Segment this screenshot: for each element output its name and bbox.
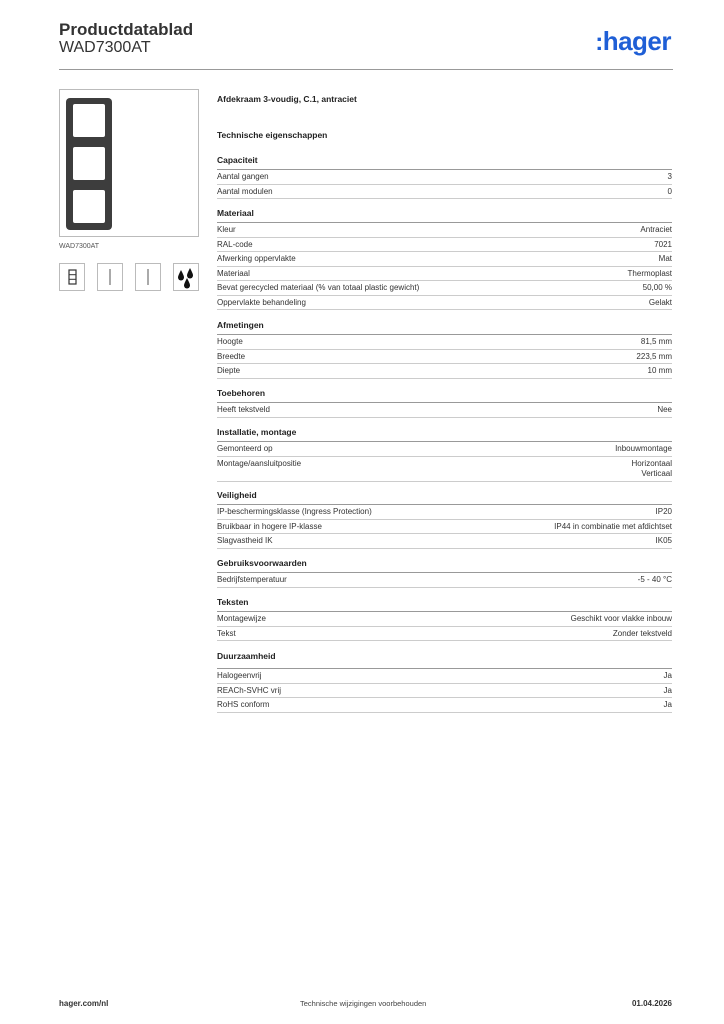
frame-opening (73, 104, 105, 137)
product-image (59, 89, 199, 237)
spec-value: 3 (667, 172, 672, 181)
document-title: Productdatablad (59, 20, 194, 39)
section-title: Veiligheid (217, 490, 672, 505)
spec-key: Kleur (217, 225, 236, 234)
spec-key: Hoogte (217, 337, 243, 346)
spec-key: Breedte (217, 351, 246, 361)
spec-value: Ja (663, 700, 672, 709)
spec-key: Heeft tekstveld (217, 405, 270, 414)
spec-value: Gelakt (648, 297, 672, 307)
spec-value: 0 (667, 186, 672, 196)
spec-row (217, 520, 672, 535)
spec-value: Geschikt voor vlakke inbouw (570, 614, 672, 623)
spec-row (217, 185, 672, 200)
spec-value: -5 - 40 °C (637, 575, 672, 584)
single-line-icon (97, 263, 123, 291)
spec-value: IP44 in combinatie met afdichtset (554, 521, 672, 531)
spec-value: 81,5 mm (640, 337, 672, 346)
spec-row (217, 223, 672, 238)
section-veiligheid (217, 490, 672, 549)
spec-row (217, 403, 672, 418)
spec-value: 223,5 mm (636, 351, 672, 361)
spec-value: Mat (658, 254, 672, 263)
spec-row (217, 350, 672, 365)
spec-row (217, 267, 672, 282)
spec-row (217, 669, 672, 684)
section-title: Materiaal (217, 208, 672, 223)
spec-key: Montage/aansluitpositie (217, 458, 302, 468)
spec-key: Materiaal (217, 268, 250, 278)
spec-key: Gemonteerd op (217, 444, 273, 453)
spec-row (217, 505, 672, 520)
spec-key: Diepte (217, 366, 241, 375)
spec-row (217, 698, 672, 713)
spec-value: IK05 (655, 536, 672, 545)
spec-key: Halogeenvrij (217, 671, 262, 680)
spec-value: Horizontaal Verticaal (631, 458, 672, 478)
spec-row (217, 684, 672, 699)
spec-value: Zonder tekstveld (612, 628, 672, 638)
section-title: Installatie, montage (217, 427, 672, 442)
image-caption: WAD7300AT (59, 243, 100, 250)
section-afmetingen (217, 320, 672, 379)
spec-key: Aantal modulen (217, 186, 273, 196)
section-duurzaamheid (217, 651, 672, 713)
spec-value: Inbouwmontage (615, 444, 672, 453)
feature-icons (59, 263, 199, 293)
section-title: Toebehoren (217, 388, 672, 403)
section-title: Gebruiksvoorwaarden (217, 558, 672, 573)
section-gebruiksvoorwaarden (217, 558, 672, 588)
section-teksten (217, 597, 672, 641)
spec-key: REACh-SVHC vrij (217, 685, 282, 695)
spec-row (217, 335, 672, 350)
spec-value: 50,00 % (642, 283, 672, 292)
spec-key: RAL-code (217, 239, 253, 249)
spec-key: IP-beschermingsklasse (Ingress Protection) (217, 507, 372, 516)
section-title: Duurzaamheid (217, 651, 672, 669)
frame-opening (73, 190, 105, 223)
spec-value: Nee (657, 405, 672, 414)
spec-key: RoHS conform (217, 700, 270, 709)
spec-value: 10 mm (647, 366, 672, 375)
cover-frame-drawing (66, 98, 112, 230)
spec-value: Antraciet (640, 225, 672, 234)
spec-row (217, 364, 672, 379)
spec-value: Ja (663, 685, 672, 695)
section-installatie (217, 427, 672, 482)
spec-key: Afwerking oppervlakte (217, 254, 296, 263)
spec-row (217, 573, 672, 588)
spec-key: Bevat gerecycled materiaal (% van totaal plastic gewicht) (217, 283, 420, 292)
spec-key: Aantal gangen (217, 172, 269, 181)
section-title: Capaciteit (217, 155, 672, 170)
spec-value: Ja (663, 671, 672, 680)
spec-row (217, 627, 672, 642)
section-materiaal (217, 208, 672, 310)
spec-row (217, 238, 672, 253)
page-header (59, 20, 673, 70)
frame-opening (73, 147, 105, 180)
header-divider (59, 69, 673, 70)
spec-row (217, 170, 672, 185)
footer-date: 01.04.2026 (631, 999, 672, 1008)
module-3-icon (59, 263, 85, 291)
footer-website-link[interactable]: hager.com/nl (59, 999, 109, 1008)
spec-value: IP20 (655, 507, 672, 516)
section-title: Afmetingen (217, 320, 672, 335)
spec-row (217, 281, 672, 296)
single-line-icon (135, 263, 161, 291)
spec-row (217, 252, 672, 267)
spec-key: Bedrijfstemperatuur (217, 575, 287, 584)
spec-key: Oppervlakte behandeling (217, 297, 306, 307)
water-drops-icon (173, 263, 199, 291)
spec-key: Bruikbaar in hogere IP-klasse (217, 521, 322, 531)
section-title: Teksten (217, 597, 672, 612)
spec-row (217, 296, 672, 311)
spec-value: Thermoplast (627, 268, 672, 278)
footer-disclaimer: Technische wijzigingen voorbehouden (300, 999, 427, 1008)
section-toebehoren (217, 388, 672, 418)
section-capaciteit (217, 155, 672, 199)
spec-row (217, 534, 672, 549)
spec-row (217, 457, 672, 482)
product-code: WAD7300AT (59, 39, 151, 56)
spec-value: 7021 (654, 239, 672, 249)
product-name: Afdekraam 3-voudig, C.1, antraciet (217, 94, 357, 104)
spec-key: Slagvastheid IK (217, 536, 273, 545)
spec-key: Tekst (217, 628, 236, 638)
spec-row (217, 442, 672, 457)
hager-logo[interactable]: :hager (595, 26, 671, 56)
spec-key: Montagewijze (217, 614, 266, 623)
tech-properties-heading: Technische eigenschappen (217, 130, 328, 140)
spec-row (217, 612, 672, 627)
